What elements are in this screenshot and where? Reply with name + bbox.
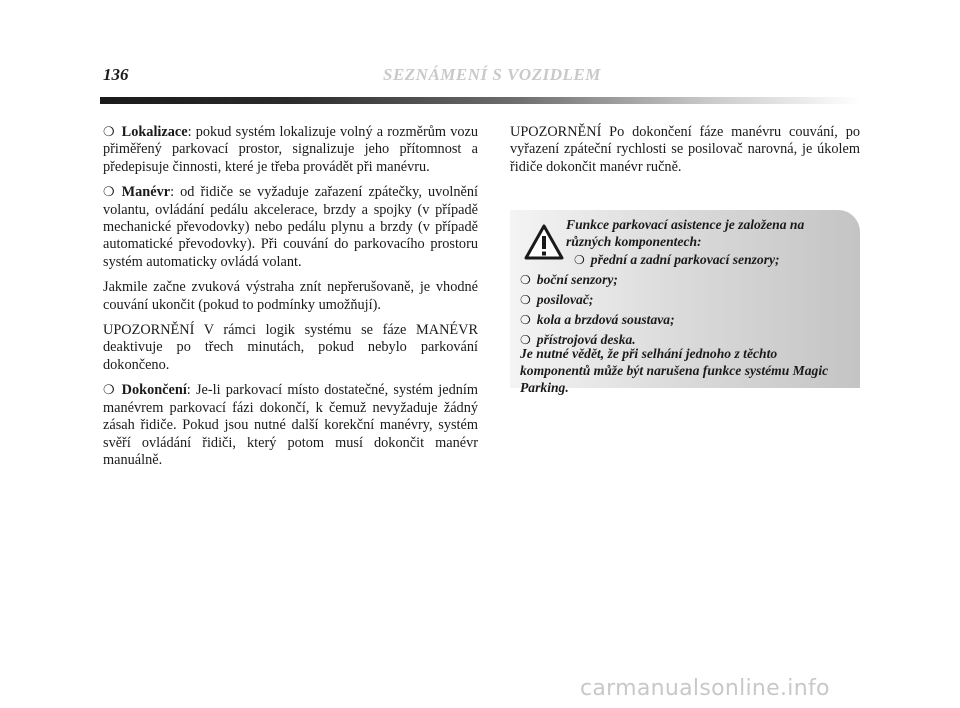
text-manevr: : od řidiče se vyžaduje zařazení zpátečky, uvolnění volantu, ovládání pedálu akcelerace, brzdy a spojky (v případě mechanické převodovky) nebo pedálu plynu a brzdy (v případě automatické převodovky). Při couvání do parkovacího prostoru systém automaticky ovládá volant. [103, 184, 478, 270]
warning-list [520, 271, 850, 351]
bullet-icon: ❍ [103, 383, 115, 399]
warning-sub-item [574, 251, 850, 269]
text-dokonceni: : Je-li parkovací místo dostatečné, systém jedním manévrem parkovací fázi dokončí, k čemuž nevyžaduje žádný zásah řidiče. Pokud jsou nutné další korekční manévry, systém svěří ovládání řidiči, který potom musí dokončit manévr manuálně. [103, 382, 478, 468]
list-item-dokonceni [103, 382, 478, 469]
bullet-icon: ❍ [520, 333, 531, 347]
warning-triangle-icon [524, 224, 564, 260]
term-dokonceni: Dokončení [121, 382, 187, 399]
paragraph-upozorneni-couvani: UPOZORNĚNÍ Po dokončení fáze manévru couvání, po vyřazení zpáteční rychlosti se posilovač narovná, je úkolem řidiče dokončit manévr ručně. [510, 124, 860, 175]
paragraph-upozorneni-manevr: UPOZORNĚNÍ V rámci logik systému se fáze MANÉVR deaktivuje po třech minutách, pokud nebylo parkování dokončeno. [103, 322, 478, 373]
warning-list-item-text: boční senzory; [536, 272, 618, 287]
list-item-manevr [103, 184, 478, 271]
bullet-icon: ❍ [520, 313, 531, 327]
page-header [0, 0, 960, 110]
right-column [510, 124, 860, 184]
bullet-icon: ❍ [103, 185, 115, 201]
warning-list-item [520, 271, 850, 289]
warning-heading: Funkce parkovací asistence je založena na různých komponentech: [566, 217, 805, 249]
text-lokalizace: : pokud systém lokalizuje volný a rozměrům vozu přiměřený parkovací prostor, signalizuje jeho přítomnost a předepisuje činnosti, které je třeba provádět při manévru. [103, 124, 478, 175]
warning-footer: Je nutné vědět, že při selhání jednoho z těchto komponentů může být narušena funkce systému Magic Parking. [520, 346, 829, 395]
page-number: 136 [103, 65, 129, 84]
section-title: SEZNÁMENÍ S VOZIDLEM [383, 65, 601, 84]
bullet-icon: ❍ [574, 253, 585, 267]
bullet-icon: ❍ [520, 293, 531, 307]
warning-sub-item-text: přední a zadní parkovací senzory; [590, 252, 780, 267]
warning-list-item-text: kola a brzdová soustava; [536, 312, 675, 327]
term-manevr: Manévr [121, 184, 171, 201]
warning-box [510, 210, 860, 395]
bullet-icon: ❍ [103, 125, 115, 140]
warning-list-item-text: přístrojová deska. [536, 332, 636, 347]
list-item-lokalizace [103, 124, 478, 176]
paragraph-sound-warning: Jakmile začne zvuková výstraha znít nepřerušovaně, je vhodné couvání ukončit (pokud to podmínky umožňují). [103, 279, 478, 313]
header-rule [100, 97, 860, 104]
term-lokalizace: Lokalizace [121, 124, 188, 140]
warning-list-item-text: posilovač; [536, 292, 594, 307]
bullet-icon: ❍ [520, 273, 531, 287]
warning-list-item [520, 311, 850, 329]
left-column [103, 124, 478, 477]
watermark: carmanualsonline.info [580, 676, 830, 701]
warning-list-item [520, 291, 850, 309]
